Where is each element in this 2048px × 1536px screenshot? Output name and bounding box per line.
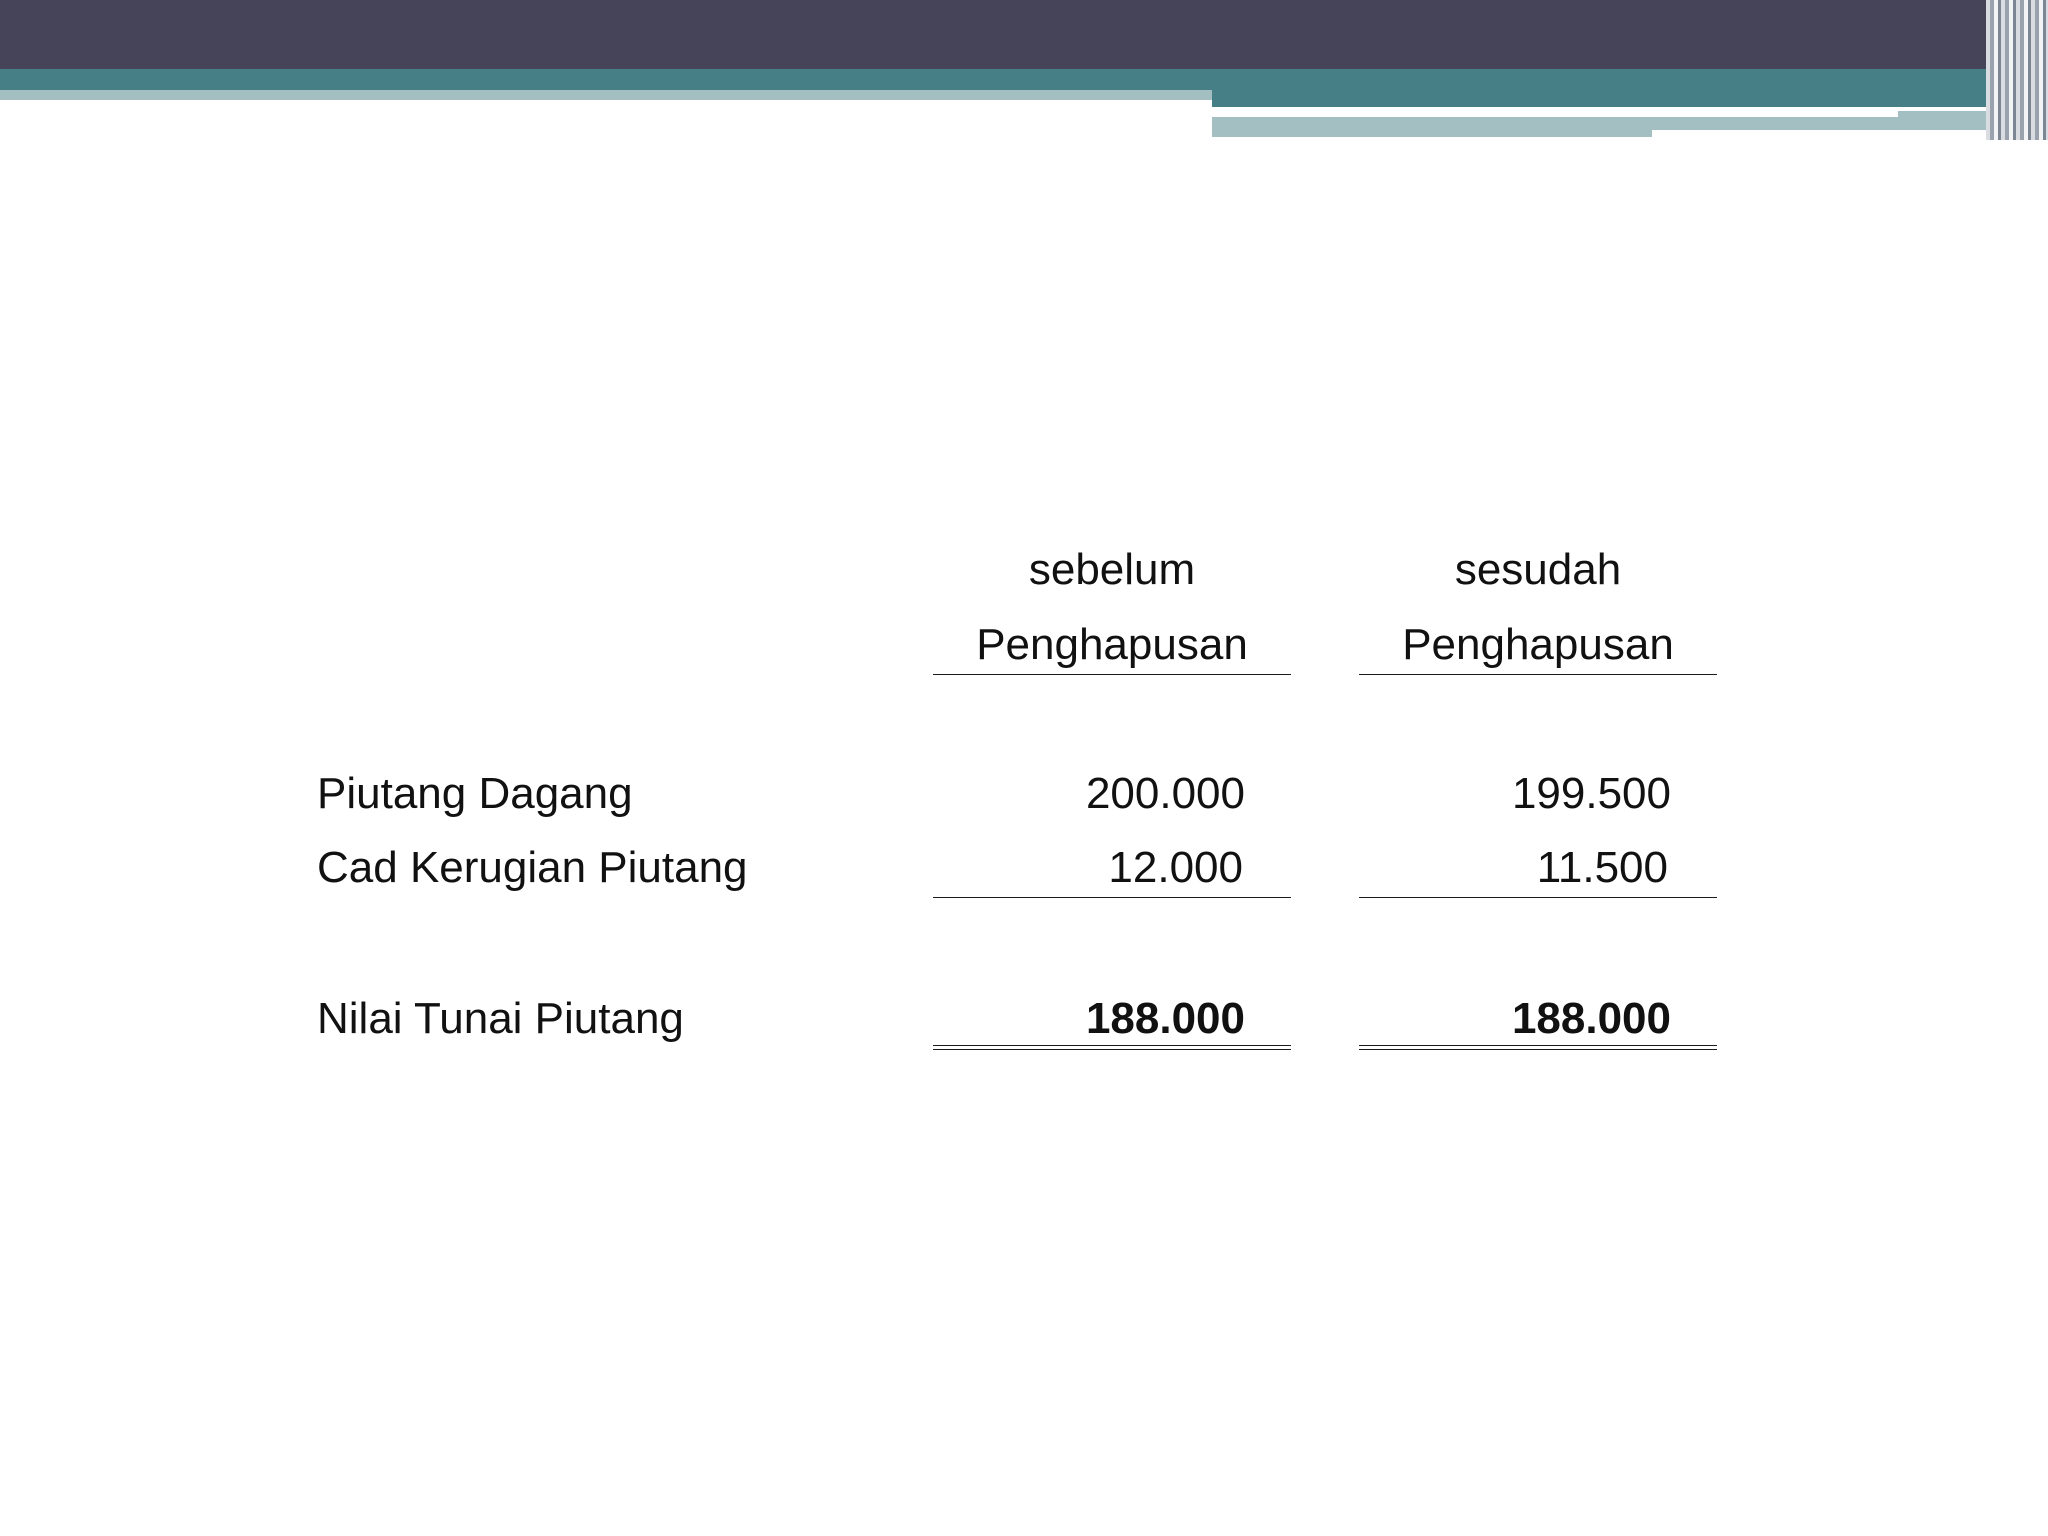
column-header-after-line2: Penghapusan [1402, 620, 1674, 669]
header-white-line [1212, 111, 1898, 117]
row-value-after: 199.500 [1511, 769, 1671, 818]
row-value-after: 11.500 [1536, 843, 1668, 892]
column-header-after-underline [1359, 674, 1717, 675]
total-double-rule-before [933, 1045, 1291, 1050]
column-header-after-line1: sesudah [1454, 545, 1622, 594]
header-teal-bar-left [0, 69, 1212, 90]
column-header-before-line2: Penghapusan [976, 620, 1248, 669]
total-value-after: 188.000 [1511, 994, 1671, 1043]
total-value-before: 188.000 [1085, 994, 1245, 1043]
column-header-before-line1: sebelum [1028, 545, 1196, 594]
row-label: Cad Kerugian Piutang [317, 843, 748, 892]
total-label: Nilai Tunai Piutang [317, 994, 684, 1043]
total-double-rule-after [1359, 1045, 1717, 1050]
header-stripes-decoration [1986, 0, 2048, 140]
row-value-before: 200.000 [1085, 769, 1245, 818]
header-light-tail [1652, 130, 2012, 138]
header-light-bar-left [0, 90, 1212, 100]
row-label: Piutang Dagang [317, 769, 633, 818]
row-value-before: 12.000 [1108, 843, 1243, 892]
subtotal-rule-after [1359, 897, 1717, 898]
subtotal-rule-before [933, 897, 1291, 898]
header-dark-bar [0, 0, 2048, 69]
header-teal-bar-right [1212, 69, 2012, 107]
column-header-before-underline [933, 674, 1291, 675]
